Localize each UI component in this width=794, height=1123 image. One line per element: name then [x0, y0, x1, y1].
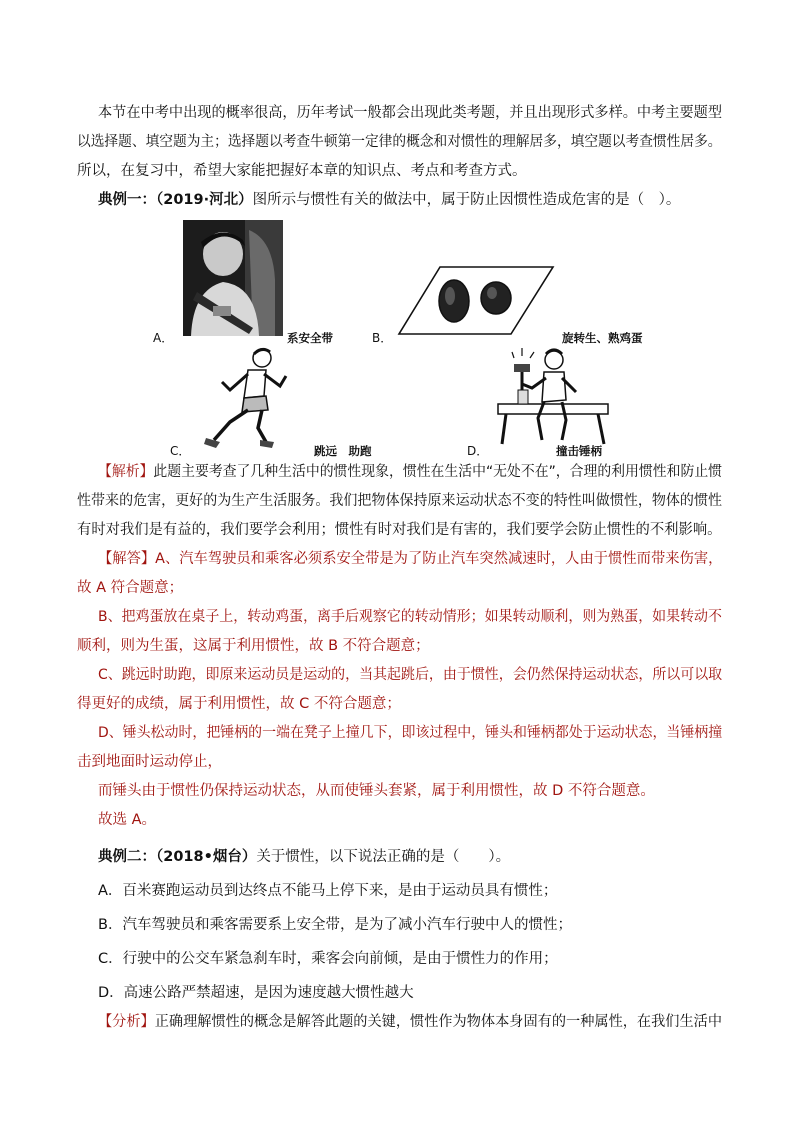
- figure-d-label: D．: [467, 444, 489, 458]
- example1-conclusion: 故选 A。: [98, 812, 157, 828]
- example1-question: 图所示与惯性有关的做法中，属于防止因惯性造成危害的是（ ）。: [252, 192, 681, 208]
- example1-answer-line-4: 顺利，则为生蛋，这属于利用惯性，故 B 不符合题意；: [77, 638, 430, 654]
- example2-option-c: C．行驶中的公交车紧急刹车时，乘客会向前倾，是由于惯性力的作用；: [98, 951, 558, 967]
- example2-analysis-line: [98, 1012, 722, 1032]
- example1-answer-line-9: 而锤头由于惯性仍保持运动状态，从而使锤头套紧，属于利用惯性，故 D 不符合题意。: [98, 783, 655, 799]
- figure-c-label: C．: [170, 444, 191, 458]
- example1-analysis-line-3: 有时对我们是有益的，我们要学会利用；惯性有时对我们是有害的，我们要学会防止惯性的不利影响。: [77, 522, 722, 538]
- example2-question: 关于惯性，以下说法正确的是（ ）。: [256, 849, 511, 865]
- runner-drawing: [200, 346, 290, 450]
- example1-answer-line-3: B、把鸡蛋放在桌子上，转动鸡蛋，离手后观察它的转动情形；如果转动顺利，则为熟蛋，如果转动不: [98, 609, 722, 625]
- example1-analysis-line-2: 性带来的危害，更好的为生产生活服务。我们把物体保持原来运动状态不变的特性叫做惯性，物体的惯性: [77, 493, 722, 509]
- analysis-text-1: 此题主要考查了几种生活中的惯性现象，惯性在生活中“无处不在”，合理的利用惯性和防止惯: [153, 464, 723, 480]
- answer-tag: 【解答】: [98, 551, 156, 567]
- example1-answer-line-6: 得更好的成绩，属于利用惯性，故 C 不符合题意；: [77, 696, 401, 712]
- figure-a-caption: 系安全带: [287, 331, 333, 345]
- example1-answer-line-5: C、跳远时助跑，即原来运动员是运动的，当其起跳后，由于惯性，会仍然保持运动状态，所以可以取: [98, 667, 723, 683]
- example1-analysis-line-1: [98, 462, 722, 482]
- example1-source: （2019·河北）: [156, 192, 253, 208]
- example2-option-b: B．汽车驾驶员和乘客需要系上安全带，是为了减小汽车行驶中人的惯性；: [98, 917, 572, 933]
- example2-option-a: A．百米赛跑运动员到达终点不能马上停下来，是由于运动员具有惯性；: [98, 883, 558, 899]
- example1-question-line: [98, 190, 680, 210]
- intro-line-2: 以选择题、填空题为主；选择题以考查牛顿第一定律的概念和对惯性的理解居多，填空题以考查惯性居多。: [77, 134, 722, 150]
- example1-label: 典例一：: [98, 192, 156, 208]
- seatbelt-photo: [183, 220, 283, 336]
- example2-label: 典例二：: [98, 849, 156, 865]
- answer-text-1: A、汽车驾驶员和乘客必须系安全带是为了防止汽车突然减速时，人由于惯性而带来伤害，: [155, 551, 723, 567]
- example1-answer-line-7: D、锤头松动时，把锤柄的一端在凳子上撞几下，即该过程中，锤头和锤柄都处于运动状态，当锤柄撞: [98, 725, 723, 741]
- figure-b-caption: 旋转生、熟鸡蛋: [562, 331, 643, 345]
- figure-d-caption: 撞击锤柄: [556, 444, 602, 458]
- hammer-drawing: [492, 348, 612, 446]
- figure-b-label: B．: [372, 331, 393, 345]
- example1-answer-line-2: 故 A 符合题意；: [77, 580, 184, 596]
- example2-analysis-tag: 【分析】: [98, 1014, 155, 1030]
- example1-answer-line-8: 击到地面时运动停止，: [77, 754, 222, 770]
- figure-a-label: A．: [153, 331, 174, 345]
- example2-source: （2018•烟台）: [156, 849, 257, 865]
- intro-line-1: 本节在中考中出现的概率很高，历年考试一般都会出现此类考题，并且出现形式多样。中考主要题型: [98, 105, 723, 121]
- example2-question-line: [98, 847, 510, 867]
- example2-option-d: D．高速公路严禁超速，是因为速度越大惯性越大: [98, 985, 414, 1001]
- example2-analysis-text: 正确理解惯性的概念是解答此题的关键，惯性作为物体本身固有的一种属性，在我们生活中: [154, 1014, 723, 1030]
- intro-line-3: 所以，在复习中，希望大家能把握好本章的知识点、考点和考查方式。: [77, 163, 527, 179]
- figure-c-caption: 跳远 助跑: [314, 444, 372, 458]
- example1-answer-line-1: [98, 549, 722, 569]
- analysis-tag: 【解析】: [98, 464, 154, 480]
- eggs-drawing: [398, 266, 554, 336]
